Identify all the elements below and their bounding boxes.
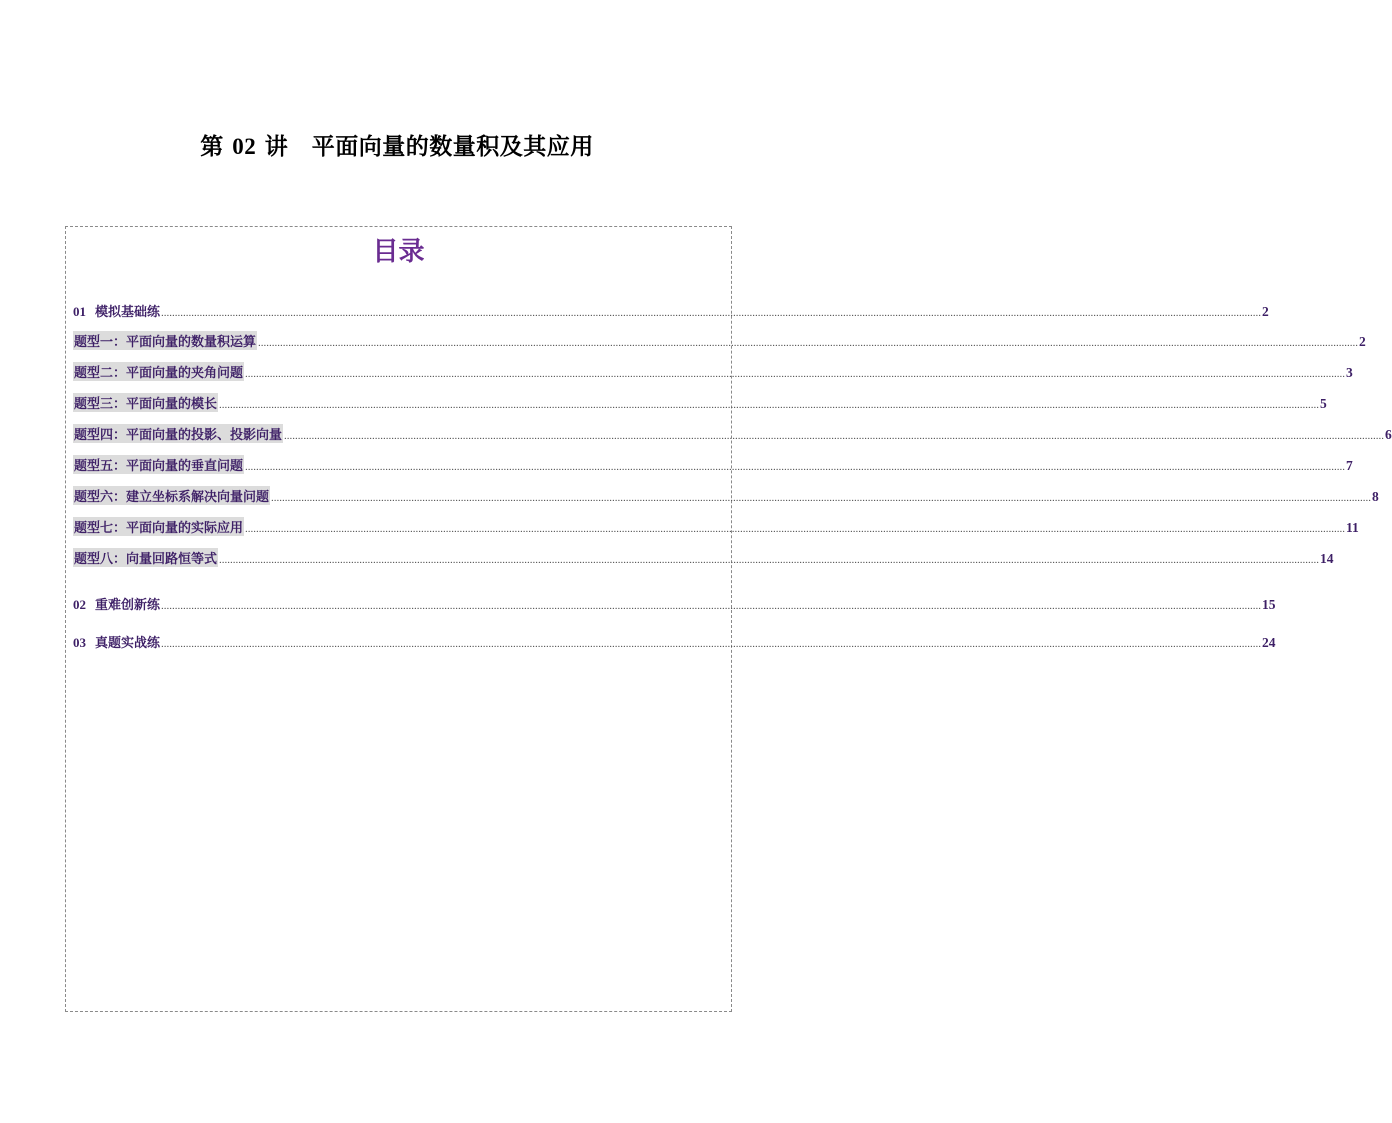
- toc-entry-type-7[interactable]: [73, 516, 1359, 536]
- title-prefix: 第: [200, 134, 224, 160]
- toc-page-number: 7: [1346, 458, 1353, 473]
- toc-leader-dots: ................................................................................................................................................................................................................................................................................................................................................................................................................: [271, 492, 1372, 504]
- toc-leader-dots: ................................................................................................................................................................................................................................................................................................................................................................................................................: [245, 368, 1346, 380]
- toc-leader-dots: ................................................................................................................................................................................................................................................................................................................................................................................................................: [245, 523, 1346, 535]
- toc-entry-simulation-basics[interactable]: [73, 300, 1269, 320]
- toc-entry-label: 真题实战练: [95, 636, 161, 651]
- toc-entry-type-6[interactable]: [73, 485, 1379, 505]
- toc-leader-dots: ................................................................................................................................................................................................................................................................................................................................................................................................................: [284, 430, 1385, 442]
- toc-page-number: 8: [1372, 489, 1379, 504]
- toc-page-number: 2: [1359, 334, 1366, 349]
- toc-section-number: 01: [73, 304, 86, 319]
- toc-heading: 目录: [372, 237, 425, 267]
- toc-entry-real-exam-practice[interactable]: [73, 631, 1276, 651]
- toc-entry-label: 题型六：建立坐标系解决向量问题: [73, 486, 270, 505]
- toc-entry-type-3[interactable]: [73, 392, 1327, 412]
- toc-leader-dots: ................................................................................................................................................................................................................................................................................................................................................................................................................: [219, 554, 1320, 566]
- toc-page-number: 24: [1262, 635, 1276, 650]
- toc-page-number: 15: [1262, 597, 1276, 612]
- toc-page-number: 5: [1320, 396, 1327, 411]
- toc-page-number: 11: [1346, 520, 1359, 535]
- toc-entry-type-8[interactable]: [73, 547, 1334, 567]
- toc-leader-dots: ................................................................................................................................................................................................................................................................................................................................................................................................................: [219, 399, 1320, 411]
- toc-entry-label: 题型八：向量回路恒等式: [73, 548, 218, 567]
- toc-page-number: 14: [1320, 551, 1334, 566]
- toc-entry-difficult-innovation[interactable]: [73, 593, 1276, 613]
- toc-entry-label: 模拟基础练: [95, 305, 161, 320]
- toc-section-number: 02: [73, 597, 86, 612]
- toc-page-number: 2: [1262, 304, 1269, 319]
- title-suffix: 讲 平面向量的数量积及其应用: [264, 134, 594, 160]
- toc-entry-label: 题型五：平面向量的垂直问题: [73, 455, 244, 474]
- toc-entry-label: 题型七：平面向量的实际应用: [73, 517, 244, 536]
- toc-section-number: 03: [73, 635, 86, 650]
- toc-leader-dots: ................................................................................................................................................................................................................................................................................................................................................................................................................: [258, 337, 1359, 349]
- toc-entry-type-1[interactable]: [73, 330, 1366, 350]
- title-number: 02: [232, 134, 257, 159]
- toc-leader-dots: ................................................................................................................................................................................................................................................................................................................................................................................................................: [161, 307, 1262, 319]
- toc-leader-dots: ................................................................................................................................................................................................................................................................................................................................................................................................................: [245, 461, 1346, 473]
- document-title: [0, 128, 794, 161]
- toc-page-number: 6: [1385, 427, 1392, 442]
- toc-entry-label: 题型三：平面向量的模长: [73, 393, 218, 412]
- toc-entry-type-2[interactable]: [73, 361, 1353, 381]
- toc-entry-label: 题型二：平面向量的夹角问题: [73, 362, 244, 381]
- table-of-contents: [65, 226, 1392, 1012]
- toc-entry-type-4[interactable]: [73, 423, 1392, 443]
- toc-leader-dots: ................................................................................................................................................................................................................................................................................................................................................................................................................: [161, 638, 1262, 650]
- toc-entry-type-5[interactable]: [73, 454, 1353, 474]
- toc-entry-label: 题型一：平面向量的数量积运算: [73, 331, 257, 350]
- toc-page-number: 3: [1346, 365, 1353, 380]
- toc-entry-label: 重难创新练: [95, 598, 161, 613]
- toc-leader-dots: ................................................................................................................................................................................................................................................................................................................................................................................................................: [161, 600, 1262, 612]
- toc-entry-label: 题型四：平面向量的投影、投影向量: [73, 424, 283, 443]
